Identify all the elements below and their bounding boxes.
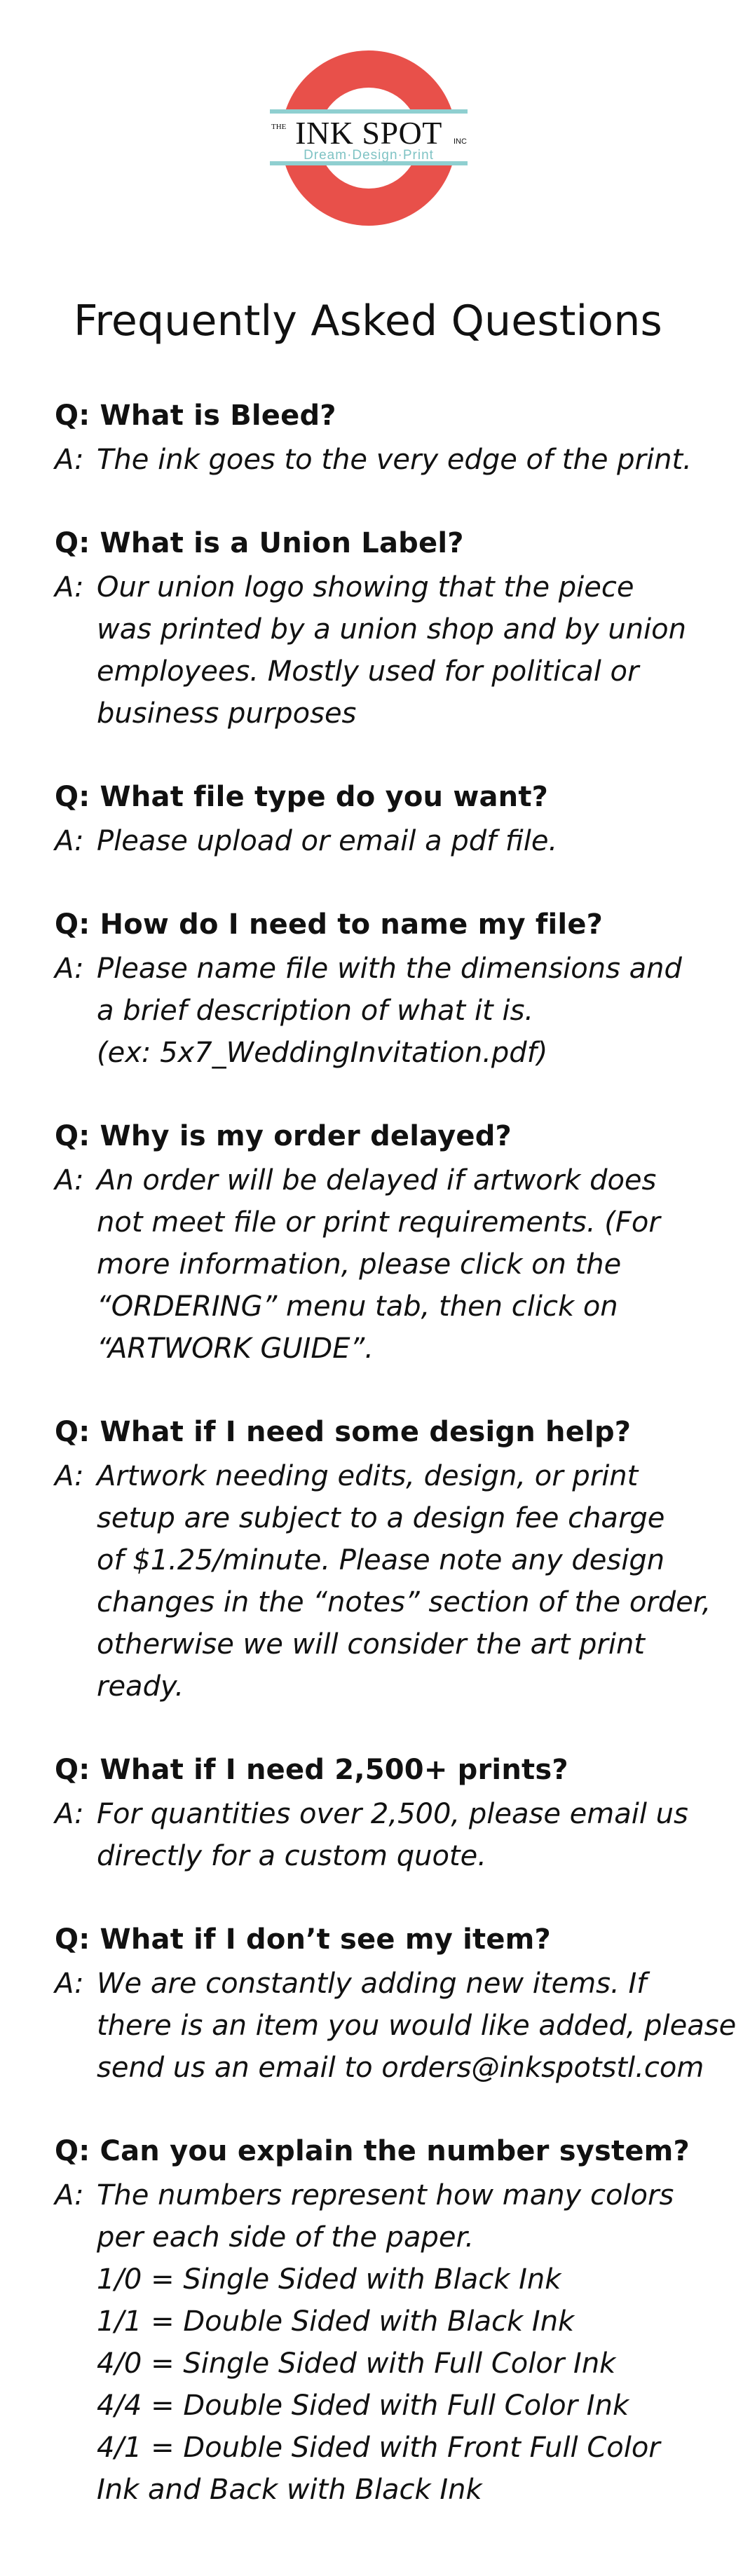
faq-answer <box>55 820 721 862</box>
faq-question: Q: Can you explain the number system? <box>55 2135 690 2167</box>
faq-item-file-name <box>55 901 721 1074</box>
answer-prefix: A: <box>55 444 84 476</box>
answer-line: changes in the “notes” section of the order, <box>97 1586 711 1618</box>
answer-line: setup are subject to a design fee charge <box>97 1502 665 1534</box>
answer-line: per each side of the paper. <box>97 2221 475 2254</box>
faq-answer <box>55 439 721 481</box>
faq-question: Q: What if I don’t see my item? <box>55 1923 551 1956</box>
faq-item-missing-item <box>55 1916 736 2089</box>
logo-the: THE <box>271 123 287 131</box>
answer-line: Please upload or email a pdf file. <box>97 825 558 857</box>
logo-band-top <box>270 109 468 114</box>
answer-line: 4/0 = Single Sided with Full Color Ink <box>97 2347 616 2380</box>
answer-prefix: A: <box>55 2179 84 2212</box>
faq-answer <box>55 1793 721 1877</box>
answer-line: The numbers represent how many colors <box>97 2179 674 2212</box>
answer-line: “ARTWORK GUIDE”. <box>97 1333 374 1365</box>
faq-answer <box>55 948 721 1074</box>
answer-prefix: A: <box>55 1164 84 1197</box>
faq-answer <box>55 566 721 735</box>
ink-spot-logo <box>270 50 468 226</box>
faq-question: Q: What if I need some design help? <box>55 1416 632 1448</box>
faq-question: Q: What is a Union Label? <box>55 527 464 559</box>
answer-line: of $1.25/minute. Please note any design <box>97 1544 665 1576</box>
faq-item-bleed <box>55 393 721 481</box>
faq-answer <box>55 1455 721 1708</box>
answer-line: was printed by a union shop and by union <box>97 613 686 646</box>
answer-line: Please name file with the dimensions and <box>97 953 682 985</box>
faq-item-file-type <box>55 774 721 862</box>
logo-name: INK SPOT <box>295 115 442 151</box>
faq-list <box>55 393 736 2550</box>
faq-answer <box>55 1159 721 1370</box>
faq-answer <box>55 2174 721 2511</box>
faq-item-union-label <box>55 520 721 735</box>
answer-line: not meet file or print requirements. (For <box>97 1206 660 1239</box>
answer-line: otherwise we will consider the art print <box>97 1628 645 1661</box>
answer-prefix: A: <box>55 571 84 604</box>
answer-line: 4/4 = Double Sided with Full Color Ink <box>97 2390 629 2422</box>
answer-line: We are constantly adding new items. If <box>97 1968 647 2000</box>
answer-line: Artwork needing edits, design, or print <box>97 1460 639 1492</box>
answer-line: For quantities over 2,500, please email us <box>97 1798 688 1830</box>
faq-question: Q: How do I need to name my file? <box>55 908 604 941</box>
answer-prefix: A: <box>55 953 84 985</box>
answer-line: 4/1 = Double Sided with Front Full Color <box>97 2432 660 2464</box>
answer-line: there is an item you would like added, please <box>97 2010 736 2042</box>
faq-item-design-help <box>55 1409 721 1708</box>
answer-prefix: A: <box>55 1460 84 1492</box>
answer-line: “ORDERING” menu tab, then click on <box>97 1290 618 1323</box>
faq-question: Q: What if I need 2,500+ prints? <box>55 1754 568 1786</box>
faq-item-bulk-prints <box>55 1747 721 1877</box>
answer-line: (ex: 5x7_WeddingInvitation.pdf) <box>97 1037 548 1069</box>
faq-answer <box>55 1963 736 2089</box>
answer-line: 1/0 = Single Sided with Black Ink <box>97 2263 561 2296</box>
faq-question: Q: What file type do you want? <box>55 781 549 813</box>
logo-inc: INC <box>454 137 467 146</box>
answer-line: ready. <box>97 1670 184 1703</box>
answer-line: An order will be delayed if artwork does <box>97 1164 657 1197</box>
faq-question: Q: Why is my order delayed? <box>55 1120 512 1152</box>
faq-question: Q: What is Bleed? <box>55 400 336 432</box>
answer-line: employees. Mostly used for political or <box>97 655 639 688</box>
answer-line: a brief description of what it is. <box>97 995 534 1027</box>
answer-prefix: A: <box>55 1968 84 2000</box>
page-title: Frequently Asked Questions <box>73 297 663 346</box>
answer-prefix: A: <box>55 825 84 857</box>
answer-line: 1/1 = Double Sided with Black Ink <box>97 2305 575 2338</box>
answer-prefix: A: <box>55 1798 84 1830</box>
answer-line: more information, please click on the <box>97 1248 622 1281</box>
answer-line: Ink and Back with Black Ink <box>97 2474 482 2506</box>
answer-line: directly for a custom quote. <box>97 1840 486 1872</box>
faq-item-order-delayed <box>55 1113 721 1370</box>
answer-line: send us an email to orders@inkspotstl.com <box>97 2052 704 2084</box>
logo-tagline: Dream·Design·Print <box>304 148 434 163</box>
answer-line: Our union logo showing that the piece <box>97 571 634 604</box>
answer-line: business purposes <box>97 697 357 730</box>
faq-item-number-system <box>55 2128 721 2511</box>
answer-line: The ink goes to the very edge of the print. <box>97 444 692 476</box>
